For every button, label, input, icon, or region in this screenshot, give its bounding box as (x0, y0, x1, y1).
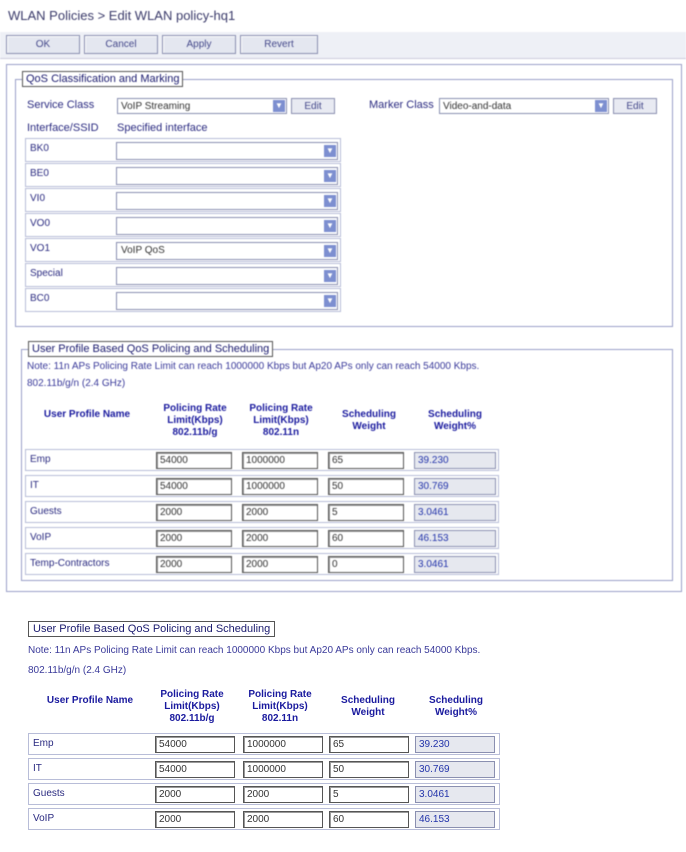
chevron-down-icon: ▼ (324, 170, 336, 182)
ok-button[interactable]: OK (6, 35, 80, 54)
marking-select[interactable] (116, 292, 338, 310)
user-profile-qos-legend: User Profile Based QoS Policing and Scheduling (28, 341, 273, 357)
weight-pct-value: 46.153 (415, 811, 495, 828)
band-subhead-2: 802.11b/g/n (2.4 GHz) (28, 665, 127, 676)
rate-n-input[interactable]: 2000 (243, 786, 323, 803)
col-header-weight-pct-2: Scheduling Weight% (429, 695, 483, 718)
marking-row: VI0 ▼ (25, 188, 341, 212)
table-row: Emp 54000 1000000 65 39.230 (28, 733, 500, 755)
marking-row: VO1 VoIP QoS ▼ (25, 238, 341, 262)
band-subhead: 802.11b/g/n (2.4 GHz) (27, 378, 126, 389)
table-row: IT 54000 1000000 50 30.769 (25, 475, 499, 497)
table-row: Emp 54000 1000000 65 39.230 (25, 449, 499, 471)
table-row: Temp-Contractors 2000 2000 0 3.0461 (25, 553, 499, 575)
marking-select[interactable] (116, 167, 338, 185)
breadcrumb: WLAN Policies > Edit WLAN policy-hq1 (8, 8, 236, 23)
service-class-edit-button[interactable]: Edit (291, 98, 335, 114)
rate-bg-input[interactable]: 2000 (156, 530, 232, 547)
chevron-down-icon: ▼ (324, 245, 336, 257)
interface-value: Specified interface (117, 122, 208, 134)
marking-select[interactable] (116, 142, 338, 160)
col-header-rate-n: Policing Rate Limit(Kbps) 802.11n (249, 403, 313, 438)
weight-input[interactable]: 60 (329, 811, 409, 828)
weight-input[interactable]: 50 (329, 761, 409, 778)
weight-pct-value: 30.769 (414, 478, 496, 495)
col-header-weight-2: Scheduling Weight (341, 695, 395, 718)
interface-label: Interface/SSID (27, 122, 99, 134)
table-row: Guests 2000 2000 5 3.0461 (25, 501, 499, 523)
col-header-rate-bg: Policing Rate Limit(Kbps) 802.11b/g (163, 403, 227, 438)
weight-input[interactable]: 50 (328, 478, 404, 495)
weight-input[interactable]: 5 (328, 504, 404, 521)
col-header-weight-pct: Scheduling Weight% (428, 409, 482, 432)
rate-n-input[interactable]: 2000 (242, 556, 318, 573)
col-header-rate-n-2: Policing Rate Limit(Kbps) 802.11n (248, 689, 312, 724)
chevron-down-icon: ▼ (273, 100, 285, 112)
rate-n-input[interactable]: 2000 (242, 530, 318, 547)
revert-button[interactable]: Revert (240, 35, 318, 54)
rate-n-input[interactable]: 2000 (242, 504, 318, 521)
marking-select[interactable]: VoIP QoS ▼ (116, 242, 338, 260)
marking-select[interactable] (116, 192, 338, 210)
policing-note: Note: 11n APs Policing Rate Limit can reach 1000000 Kbps but Ap20 APs only can reach 54000 Kbps. (27, 361, 480, 372)
rate-bg-input[interactable]: 2000 (155, 786, 235, 803)
chevron-down-icon: ▼ (324, 220, 336, 232)
marking-row: BK0 ▼ (25, 138, 341, 162)
chevron-down-icon: ▼ (324, 145, 336, 157)
weight-pct-value: 39.230 (415, 736, 495, 753)
cancel-button[interactable]: Cancel (84, 35, 158, 54)
rate-bg-input[interactable]: 54000 (155, 736, 235, 753)
chevron-down-icon: ▼ (324, 195, 336, 207)
chevron-down-icon: ▼ (324, 295, 336, 307)
weight-input[interactable]: 65 (329, 736, 409, 753)
rate-bg-input[interactable]: 2000 (155, 811, 235, 828)
marking-select[interactable] (116, 267, 338, 285)
marking-row: BE0 ▼ (25, 163, 341, 187)
col-header-weight: Scheduling Weight (342, 409, 396, 432)
rate-bg-input[interactable]: 54000 (155, 761, 235, 778)
service-class-label: Service Class (27, 99, 95, 111)
rate-n-input[interactable]: 2000 (243, 811, 323, 828)
weight-pct-value: 30.769 (415, 761, 495, 778)
weight-pct-value: 3.0461 (414, 504, 496, 521)
col-header-rate-bg-2: Policing Rate Limit(Kbps) 802.11b/g (160, 689, 224, 724)
table-row: Guests 2000 2000 5 3.0461 (28, 783, 500, 805)
marking-select[interactable] (116, 217, 338, 235)
toolbar (0, 32, 686, 59)
weight-input[interactable]: 65 (328, 452, 404, 469)
table-row: VoIP 2000 2000 60 46.153 (28, 808, 500, 830)
rate-bg-input[interactable]: 2000 (156, 556, 232, 573)
rate-bg-input[interactable]: 2000 (156, 504, 232, 521)
weight-pct-value: 46.153 (414, 530, 496, 547)
weight-pct-value: 39.230 (414, 452, 496, 469)
rate-bg-input[interactable]: 54000 (156, 478, 232, 495)
marking-row: VO0 ▼ (25, 213, 341, 237)
col-header-profile: User Profile Name (43, 409, 131, 420)
chevron-down-icon: ▼ (324, 270, 336, 282)
marker-class-label: Marker Class (369, 99, 434, 111)
user-profile-qos-legend-2: User Profile Based QoS Policing and Scheduling (28, 621, 275, 637)
rate-bg-input[interactable]: 54000 (156, 452, 232, 469)
rate-n-input[interactable]: 1000000 (243, 761, 323, 778)
col-header-profile-2: User Profile Name (46, 695, 134, 706)
rate-n-input[interactable]: 1000000 (243, 736, 323, 753)
wlan-policy-panel (6, 64, 682, 592)
marking-row: Special ▼ (25, 263, 341, 287)
rate-n-input[interactable]: 1000000 (242, 478, 318, 495)
table-row: IT 54000 1000000 50 30.769 (28, 758, 500, 780)
marker-class-edit-button[interactable]: Edit (613, 98, 657, 114)
weight-input[interactable]: 5 (329, 786, 409, 803)
marking-row: BC0 ▼ (25, 288, 341, 312)
table-row: VoIP 2000 2000 60 46.153 (25, 527, 499, 549)
rate-n-input[interactable]: 1000000 (242, 452, 318, 469)
policing-note-2: Note: 11n APs Policing Rate Limit can reach 1000000 Kbps but Ap20 APs only can reach 54000 Kbps. (28, 645, 481, 656)
qos-classification-legend: QoS Classification and Marking (22, 71, 183, 87)
weight-pct-value: 3.0461 (415, 786, 495, 803)
service-class-select[interactable]: VoIP Streaming ▼ (117, 98, 287, 114)
weight-input[interactable]: 60 (328, 530, 404, 547)
weight-pct-value: 3.0461 (414, 556, 496, 573)
weight-input[interactable]: 0 (328, 556, 404, 573)
apply-button[interactable]: Apply (162, 35, 236, 54)
chevron-down-icon: ▼ (595, 100, 607, 112)
marker-class-select[interactable]: Video-and-data ▼ (439, 98, 609, 114)
